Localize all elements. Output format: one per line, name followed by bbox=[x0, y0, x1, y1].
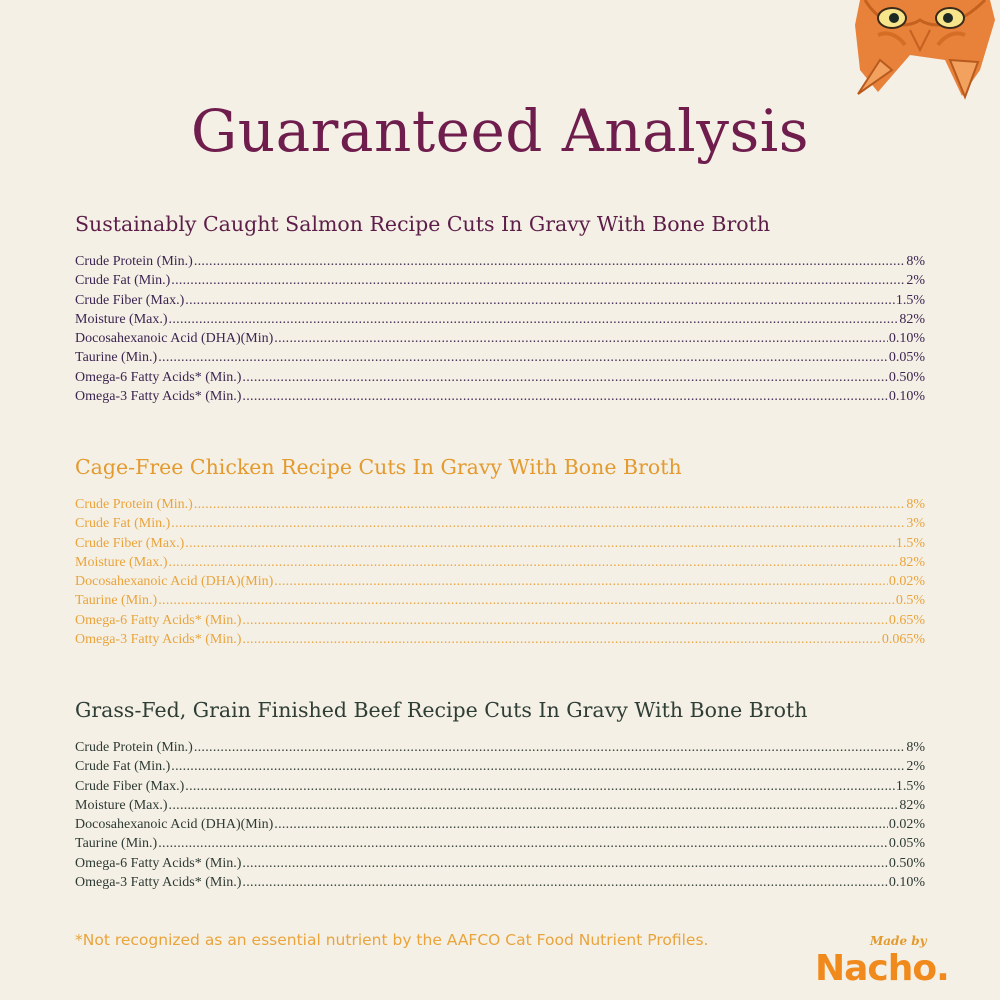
nutrient-value: 82% bbox=[899, 797, 925, 813]
cat-face-icon bbox=[850, 0, 1000, 100]
leader-dots bbox=[242, 387, 887, 406]
leader-dots bbox=[242, 611, 887, 630]
nutrient-value: 0.65% bbox=[888, 612, 925, 628]
leader-dots bbox=[185, 291, 895, 310]
nutrient-row bbox=[75, 854, 925, 873]
leader-dots bbox=[242, 368, 887, 387]
nutrient-row bbox=[75, 348, 925, 367]
nutrient-label: Crude Protein (Min.) bbox=[75, 497, 193, 512]
nutrient-row bbox=[75, 873, 925, 892]
nutrient-row bbox=[75, 553, 925, 572]
nutrient-label: Omega-6 Fatty Acids* (Min.) bbox=[75, 855, 242, 871]
nutrient-value: 8% bbox=[906, 254, 925, 269]
nutrient-value: 0.10% bbox=[888, 875, 925, 891]
nutrient-value: 0.50% bbox=[888, 855, 925, 871]
leader-dots bbox=[158, 834, 888, 853]
nutrient-row bbox=[75, 738, 925, 757]
nutrient-value: 1.5% bbox=[895, 535, 925, 551]
chicken-section bbox=[75, 455, 925, 649]
nutrient-row bbox=[75, 329, 925, 348]
nutrient-value: 3% bbox=[906, 516, 925, 532]
leader-dots bbox=[242, 854, 887, 873]
leader-dots bbox=[194, 495, 906, 514]
nutrient-row bbox=[75, 534, 925, 553]
nutrient-label: Docosahexanoic Acid (DHA)(Min) bbox=[75, 331, 274, 347]
nutrient-row bbox=[75, 630, 925, 649]
nutrient-row bbox=[75, 252, 925, 271]
salmon-section bbox=[75, 212, 925, 406]
nutrient-value: 0.065% bbox=[881, 632, 925, 648]
nutrient-label: Taurine (Min.) bbox=[75, 836, 158, 852]
nutrient-row bbox=[75, 796, 925, 815]
leader-dots bbox=[274, 572, 888, 591]
leader-dots bbox=[158, 348, 888, 367]
leader-dots bbox=[169, 310, 899, 329]
nutrient-value: 1.5% bbox=[895, 292, 925, 308]
nutrient-value: 8% bbox=[906, 497, 925, 512]
nutrient-label: Crude Fiber (Max.) bbox=[75, 535, 185, 551]
nutrient-value: 0.05% bbox=[888, 836, 925, 852]
nutrient-row bbox=[75, 387, 925, 406]
leader-dots bbox=[171, 271, 905, 290]
nutrient-value: 0.02% bbox=[888, 817, 925, 833]
nutrient-label: Omega-3 Fatty Acids* (Min.) bbox=[75, 389, 242, 405]
brand-name: Nacho. bbox=[815, 948, 949, 989]
nutrient-row bbox=[75, 495, 925, 514]
leader-dots bbox=[274, 329, 888, 348]
nutrient-label: Crude Fat (Min.) bbox=[75, 759, 171, 775]
nutrient-value: 8% bbox=[906, 740, 925, 755]
leader-dots bbox=[242, 873, 887, 892]
nutrient-label: Taurine (Min.) bbox=[75, 350, 158, 366]
nutrient-row bbox=[75, 514, 925, 533]
nutrient-label: Crude Fiber (Max.) bbox=[75, 292, 185, 308]
nutrient-label: Crude Fat (Min.) bbox=[75, 273, 171, 289]
leader-dots bbox=[171, 514, 905, 533]
nutrient-label: Omega-6 Fatty Acids* (Min.) bbox=[75, 612, 242, 628]
page-title: Guaranteed Analysis bbox=[190, 96, 810, 165]
nutrient-row bbox=[75, 310, 925, 329]
leader-dots bbox=[171, 757, 905, 776]
nutrient-row bbox=[75, 368, 925, 387]
nutrient-value: 0.5% bbox=[895, 593, 925, 609]
nutrient-label: Omega-3 Fatty Acids* (Min.) bbox=[75, 875, 242, 891]
leader-dots bbox=[158, 591, 895, 610]
nutrient-label: Crude Protein (Min.) bbox=[75, 254, 193, 269]
nutrient-value: 0.05% bbox=[888, 350, 925, 366]
brand-logo bbox=[812, 930, 992, 990]
footnote: *Not recognized as an essential nutrient by the AAFCO Cat Food Nutrient Profiles. bbox=[75, 931, 709, 949]
nutrient-value: 82% bbox=[899, 554, 925, 570]
nutrient-value: 2% bbox=[906, 759, 925, 775]
nutrient-row bbox=[75, 572, 925, 591]
nutrient-row bbox=[75, 834, 925, 853]
leader-dots bbox=[194, 252, 906, 271]
nutrient-label: Crude Fat (Min.) bbox=[75, 516, 171, 532]
leader-dots bbox=[274, 815, 888, 834]
nutrient-label: Omega-3 Fatty Acids* (Min.) bbox=[75, 632, 242, 648]
nutrient-value: 0.10% bbox=[888, 331, 925, 347]
nutrient-value: 0.50% bbox=[888, 369, 925, 385]
made-by-text: Made by bbox=[870, 934, 927, 948]
leader-dots bbox=[185, 534, 895, 553]
leader-dots bbox=[242, 630, 880, 649]
nutrient-label: Taurine (Min.) bbox=[75, 593, 158, 609]
nutrient-label: Crude Protein (Min.) bbox=[75, 740, 193, 755]
leader-dots bbox=[169, 796, 899, 815]
nutrient-row bbox=[75, 271, 925, 290]
leader-dots bbox=[194, 738, 906, 757]
nutrient-value: 1.5% bbox=[895, 778, 925, 794]
nutrient-row bbox=[75, 291, 925, 310]
nutrient-row bbox=[75, 815, 925, 834]
section-heading: Cage-Free Chicken Recipe Cuts In Gravy With Bone Broth bbox=[75, 455, 682, 479]
nutrient-label: Docosahexanoic Acid (DHA)(Min) bbox=[75, 817, 274, 833]
nutrient-label: Docosahexanoic Acid (DHA)(Min) bbox=[75, 574, 274, 590]
nutrient-label: Moisture (Max.) bbox=[75, 311, 168, 327]
nutrient-row bbox=[75, 611, 925, 630]
beef-section bbox=[75, 698, 925, 892]
nutrient-row bbox=[75, 591, 925, 610]
nutrient-label: Crude Fiber (Max.) bbox=[75, 778, 185, 794]
section-heading: Sustainably Caught Salmon Recipe Cuts In Gravy With Bone Broth bbox=[75, 212, 771, 236]
nutrient-label: Omega-6 Fatty Acids* (Min.) bbox=[75, 369, 242, 385]
nutrient-value: 2% bbox=[906, 273, 925, 289]
nutrient-label: Moisture (Max.) bbox=[75, 797, 168, 813]
nutrient-value: 0.10% bbox=[888, 389, 925, 405]
section-heading: Grass-Fed, Grain Finished Beef Recipe Cuts In Gravy With Bone Broth bbox=[75, 698, 808, 722]
nutrient-row bbox=[75, 777, 925, 796]
leader-dots bbox=[185, 777, 895, 796]
nutrient-label: Moisture (Max.) bbox=[75, 554, 168, 570]
nutrient-value: 0.02% bbox=[888, 574, 925, 590]
nutrient-value: 82% bbox=[899, 311, 925, 327]
leader-dots bbox=[169, 553, 899, 572]
nutrient-row bbox=[75, 757, 925, 776]
